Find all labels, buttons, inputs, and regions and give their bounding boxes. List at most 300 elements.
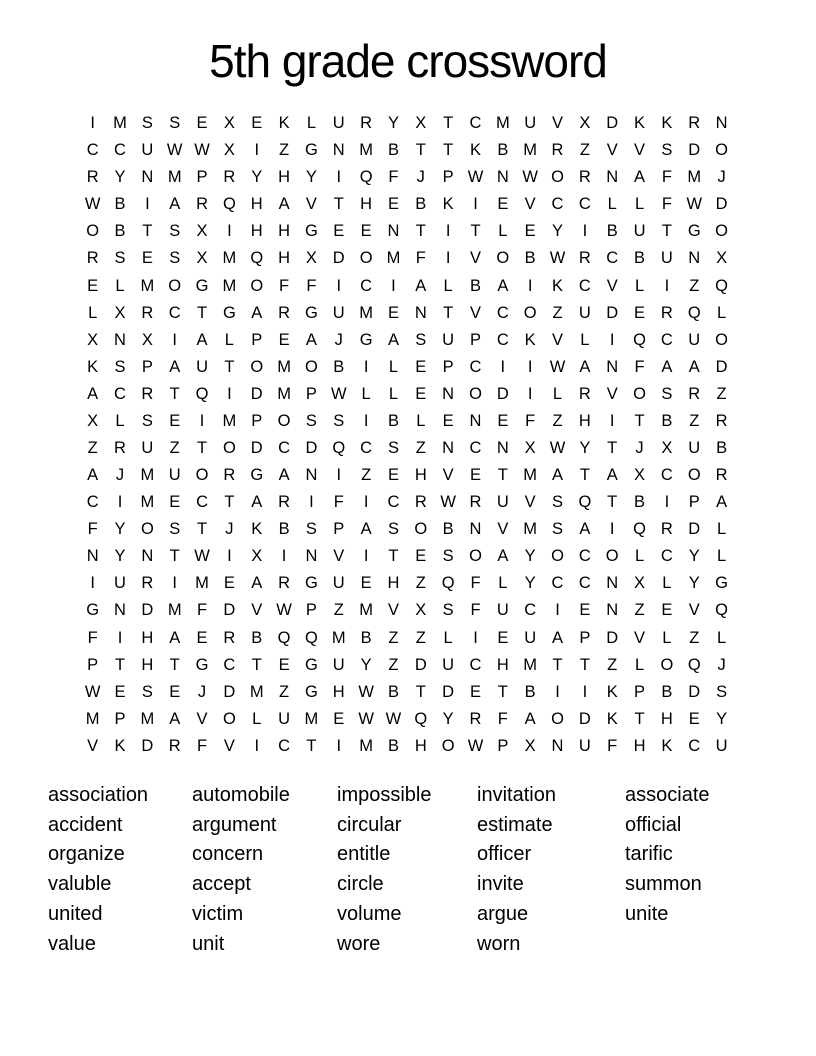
grid-letter: Y [251, 168, 263, 187]
grid-letter: Y [114, 168, 126, 187]
grid-letter: O [250, 276, 264, 295]
grid-letter: I [90, 114, 95, 133]
grid-letter: D [223, 601, 236, 620]
grid-letter: B [469, 276, 481, 295]
grid-letter: D [414, 655, 427, 674]
grid-letter: V [606, 276, 618, 295]
grid-letter: W [84, 195, 101, 214]
grid-letter: A [251, 303, 263, 322]
grid-letter: P [251, 330, 263, 349]
grid-letter: U [332, 114, 345, 133]
grid-letter: X [196, 222, 208, 241]
grid-letter: O [551, 168, 564, 187]
grid-letter: D [223, 682, 236, 701]
grid-letter: V [469, 249, 481, 268]
word-list-column [48, 781, 148, 959]
grid-letter: D [606, 303, 619, 322]
grid-letter: O [633, 384, 646, 403]
grid-letter: E [251, 114, 263, 133]
grid-letter: O [140, 520, 154, 539]
grid-letter: R [141, 574, 154, 593]
grid-letter: D [250, 438, 263, 457]
grid-letter: H [496, 655, 509, 674]
grid-letter: I [527, 357, 533, 376]
grid-letter: O [687, 466, 701, 485]
grid-letter: I [336, 276, 342, 295]
grid-letter: H [660, 709, 673, 728]
grid-letter: M [359, 601, 373, 620]
grid-letter: S [661, 384, 673, 403]
grid-letter: S [114, 357, 126, 376]
grid-letter: L [634, 547, 645, 566]
grid-letter: E [415, 384, 427, 403]
grid-letter: E [196, 114, 208, 133]
grid-letter: O [523, 303, 537, 322]
grid-letter: P [305, 601, 317, 620]
grid-letter: M [222, 249, 237, 268]
grid-letter: B [634, 493, 646, 512]
grid-letter: D [715, 195, 728, 214]
grid-letter: I [664, 493, 670, 512]
grid-letter: I [527, 384, 533, 403]
grid-letter: E [661, 601, 673, 620]
grid-letter: R [278, 574, 291, 593]
grid-letter: Q [633, 520, 646, 539]
grid-letter: L [252, 709, 262, 728]
grid-letter: H [414, 466, 427, 485]
grid-letter: Y [442, 709, 454, 728]
grid-letter: G [715, 574, 728, 593]
grid-letter: S [442, 547, 454, 566]
grid-letter: J [115, 466, 125, 485]
grid-letter: C [168, 303, 181, 322]
grid-letter: W [276, 601, 292, 620]
grid-letter: W [358, 709, 374, 728]
grid-letter: B [387, 141, 399, 160]
grid-letter: I [254, 141, 260, 160]
grid-letter: L [716, 628, 727, 647]
grid-letter: L [634, 195, 645, 214]
grid-letter: T [497, 466, 508, 485]
grid-letter: S [661, 141, 673, 160]
grid-letter: A [169, 195, 181, 214]
grid-letter: A [524, 709, 536, 728]
grid-letter: M [85, 709, 100, 728]
grid-letter: X [415, 601, 427, 620]
grid-letter: Q [687, 655, 701, 674]
grid-letter: F [661, 168, 672, 187]
grid-letter: C [114, 141, 126, 160]
word-list-item: estimate [477, 813, 553, 836]
grid-letter: N [606, 601, 619, 620]
grid-letter: I [172, 574, 177, 593]
grid-letter: B [114, 222, 126, 241]
grid-letter: U [633, 222, 646, 241]
grid-letter: N [114, 330, 126, 349]
grid-letter: L [224, 330, 234, 349]
grid-letter: I [281, 547, 287, 566]
grid-letter: T [251, 655, 262, 674]
grid-letter: S [169, 222, 181, 241]
word-list-item: value [48, 932, 96, 955]
grid-letter: S [141, 411, 153, 430]
grid-letter: D [496, 384, 509, 403]
grid-letter: M [386, 249, 401, 268]
grid-letter: E [415, 547, 427, 566]
grid-letter: A [497, 276, 509, 295]
grid-letter: G [222, 303, 236, 322]
grid-letter: T [443, 114, 454, 133]
grid-letter: M [687, 168, 702, 187]
grid-letter: E [87, 276, 99, 295]
grid-letter: C [660, 466, 673, 485]
grid-letter: F [470, 601, 481, 620]
grid-letter: F [607, 736, 618, 755]
grid-letter: U [524, 114, 537, 133]
grid-letter: I [90, 574, 95, 593]
grid-letter: S [552, 520, 564, 539]
grid-letter: R [578, 384, 591, 403]
grid-letter: J [225, 520, 234, 539]
grid-letter: O [496, 249, 510, 268]
grid-letter: Z [716, 384, 727, 403]
grid-letter: G [305, 682, 318, 701]
grid-letter: T [114, 655, 126, 674]
grid-letter: C [551, 574, 564, 593]
grid-letter: M [140, 466, 155, 485]
grid-letter: M [331, 628, 346, 647]
grid-letter: Z [333, 601, 344, 620]
grid-letter: L [498, 222, 508, 241]
grid-letter: S [114, 249, 126, 268]
grid-letter: Y [579, 438, 591, 457]
grid-letter: X [415, 114, 427, 133]
grid-letter: L [115, 276, 125, 295]
grid-letter: P [442, 357, 454, 376]
grid-letter: E [415, 357, 427, 376]
grid-letter: B [278, 520, 290, 539]
grid-letter: S [141, 114, 153, 133]
grid-letter: F [634, 357, 645, 376]
word-list-item: unite [625, 902, 669, 925]
grid-letter: O [469, 384, 482, 403]
grid-letter: E [223, 574, 235, 593]
word-list-item: concern [192, 843, 264, 866]
grid-letter: S [305, 520, 317, 539]
grid-letter: D [715, 357, 728, 376]
grid-letter: Q [332, 438, 346, 457]
grid-letter: X [87, 330, 99, 349]
grid-letter: C [469, 357, 482, 376]
grid-letter: Y [688, 574, 700, 593]
grid-letter: L [388, 384, 399, 403]
grid-letter: U [496, 601, 509, 620]
word-list-item: united [48, 902, 103, 925]
grid-letter: O [715, 222, 728, 241]
grid-letter: V [87, 736, 99, 755]
grid-letter: F [87, 628, 98, 647]
grid-letter: I [172, 330, 177, 349]
grid-letter: T [415, 682, 426, 701]
grid-letter: P [579, 628, 591, 647]
grid-letter: K [469, 141, 481, 160]
grid-letter: T [197, 438, 208, 457]
grid-letter: E [169, 493, 181, 512]
grid-letter: V [497, 520, 509, 539]
grid-letter: A [716, 493, 728, 512]
grid-letter: X [634, 574, 646, 593]
grid-letter: L [443, 628, 453, 647]
grid-letter: N [414, 303, 427, 322]
grid-letter: B [251, 628, 263, 647]
grid-letter: T [607, 493, 618, 512]
grid-letter: T [443, 141, 454, 160]
grid-letter: T [552, 655, 563, 674]
grid-letter: Y [552, 222, 564, 241]
grid-letter: U [168, 466, 181, 485]
grid-letter: C [387, 493, 400, 512]
grid-letter: C [360, 276, 373, 295]
grid-letter: G [305, 655, 318, 674]
grid-letter: I [336, 736, 342, 755]
grid-letter: F [87, 520, 98, 539]
grid-letter: D [606, 114, 619, 133]
grid-letter: V [688, 601, 700, 620]
grid-letter: M [277, 357, 291, 376]
grid-letter: P [688, 493, 700, 512]
grid-letter: D [442, 682, 455, 701]
grid-letter: P [305, 384, 317, 403]
grid-letter: L [634, 655, 645, 674]
grid-letter: L [662, 628, 672, 647]
grid-letter: G [305, 222, 318, 241]
grid-letter: B [634, 249, 646, 268]
grid-letter: A [606, 466, 618, 485]
grid-letter: U [660, 249, 673, 268]
grid-letter: I [227, 222, 232, 241]
grid-letter: M [167, 168, 182, 187]
grid-letter: I [527, 276, 533, 295]
grid-letter: R [223, 628, 236, 647]
word-list [0, 781, 816, 981]
grid-letter: K [524, 330, 536, 349]
grid-letter: J [334, 330, 343, 349]
grid-letter: K [442, 195, 454, 214]
grid-letter: M [222, 276, 237, 295]
grid-letter: A [661, 357, 673, 376]
grid-letter: J [717, 655, 726, 674]
grid-letter: F [333, 493, 344, 512]
grid-letter: J [717, 168, 726, 187]
grid-letter: M [495, 114, 510, 133]
grid-letter: D [141, 736, 154, 755]
grid-letter: B [442, 520, 454, 539]
grid-letter: V [469, 303, 481, 322]
grid-letter: M [113, 114, 127, 133]
grid-letter: B [114, 195, 126, 214]
word-list-item: circular [337, 813, 402, 836]
grid-letter: C [578, 195, 591, 214]
grid-letter: M [277, 384, 291, 403]
grid-letter: N [141, 547, 154, 566]
grid-letter: V [442, 466, 454, 485]
grid-letter: E [469, 682, 481, 701]
grid-letter: T [415, 141, 426, 160]
grid-letter: L [580, 330, 590, 349]
grid-letter: C [660, 330, 673, 349]
grid-letter: K [606, 682, 618, 701]
grid-letter: B [387, 682, 399, 701]
grid-letter: I [363, 357, 369, 376]
grid-letter: I [336, 168, 342, 187]
grid-letter: P [497, 736, 509, 755]
grid-letter: R [469, 709, 482, 728]
grid-letter: I [363, 493, 369, 512]
grid-letter: Z [279, 141, 290, 160]
grid-letter: S [387, 520, 399, 539]
grid-letter: Q [578, 493, 592, 512]
grid-letter: A [497, 547, 509, 566]
grid-letter: B [497, 141, 509, 160]
grid-letter: A [387, 330, 399, 349]
grid-letter: I [473, 628, 478, 647]
grid-letter: A [634, 168, 646, 187]
puzzle-title: 5th grade crossword [209, 35, 607, 87]
grid-letter: Z [689, 411, 700, 430]
grid-letter: U [442, 330, 455, 349]
grid-letter: P [251, 411, 263, 430]
grid-letter: H [387, 574, 400, 593]
word-list-item: unit [192, 932, 225, 955]
grid-letter: W [549, 438, 566, 457]
grid-letter: N [305, 547, 318, 566]
grid-letter: T [634, 709, 645, 728]
grid-letter: F [661, 195, 672, 214]
grid-letter: Z [689, 628, 700, 647]
grid-letter: Z [579, 141, 590, 160]
grid-letter: X [716, 249, 728, 268]
word-list-item: valuble [48, 873, 112, 896]
grid-letter: N [606, 574, 619, 593]
grid-letter: K [87, 357, 99, 376]
grid-letter: I [199, 411, 205, 430]
grid-letter: E [278, 655, 290, 674]
grid-letter: Y [114, 520, 126, 539]
word-list-item: impossible [337, 784, 432, 806]
grid-letter: X [196, 249, 208, 268]
grid-letter: I [363, 547, 369, 566]
grid-letter: R [414, 493, 427, 512]
grid-letter: U [578, 736, 591, 755]
grid-letter: X [524, 736, 536, 755]
grid-letter: S [305, 411, 317, 430]
grid-letter: H [360, 195, 373, 214]
grid-letter: C [469, 655, 482, 674]
grid-letter: G [359, 330, 373, 349]
grid-letter: U [332, 655, 345, 674]
grid-letter: U [524, 628, 537, 647]
grid-letter: M [195, 574, 209, 593]
grid-letter: F [525, 411, 536, 430]
grid-letter: L [634, 276, 645, 295]
grid-letter: E [169, 682, 181, 701]
grid-letter: H [578, 411, 591, 430]
grid-letter: W [194, 547, 210, 566]
grid-letter: O [277, 411, 291, 430]
grid-letter: K [661, 736, 673, 755]
grid-letter: E [634, 303, 646, 322]
grid-letter: Z [388, 655, 399, 674]
grid-letter: C [469, 438, 482, 457]
grid-letter: R [223, 466, 236, 485]
grid-letter: P [114, 709, 126, 728]
grid-letter: S [141, 682, 153, 701]
grid-letter: M [140, 709, 155, 728]
grid-letter: P [442, 168, 454, 187]
grid-letter: I [117, 628, 123, 647]
grid-letter: P [333, 520, 345, 539]
grid-letter: G [305, 574, 318, 593]
grid-letter: J [635, 438, 644, 457]
grid-letter: F [197, 601, 208, 620]
grid-letter: K [114, 736, 126, 755]
grid-letter: Z [87, 438, 98, 457]
grid-letter: O [551, 547, 564, 566]
grid-letter: I [445, 249, 451, 268]
grid-letter: T [169, 384, 180, 403]
grid-letter: V [251, 601, 263, 620]
grid-letter: M [140, 276, 155, 295]
grid-letter: I [582, 222, 588, 241]
grid-letter: A [278, 195, 290, 214]
grid-letter: C [278, 438, 291, 457]
grid-letter: L [306, 114, 317, 133]
grid-letter: P [196, 168, 208, 187]
grid-letter: I [363, 411, 369, 430]
grid-letter: J [197, 682, 207, 701]
grid-letter: X [223, 114, 235, 133]
grid-letter: S [415, 330, 427, 349]
grid-letter: T [169, 655, 180, 674]
word-list-item: tarific [625, 843, 673, 866]
grid-letter: W [385, 709, 402, 728]
grid-letter: T [661, 222, 672, 241]
grid-letter: M [359, 736, 373, 755]
grid-letter: X [87, 411, 99, 430]
grid-letter: T [142, 222, 153, 241]
grid-letter: N [469, 411, 482, 430]
word-list-item: invitation [477, 784, 556, 806]
grid-letter: Z [634, 601, 645, 620]
grid-letter: P [469, 330, 481, 349]
grid-letter: S [169, 520, 181, 539]
grid-letter: L [552, 384, 563, 403]
grid-letter: S [442, 601, 454, 620]
grid-letter: Z [169, 438, 180, 457]
grid-letter: D [606, 628, 619, 647]
grid-letter: M [359, 141, 373, 160]
grid-letter: R [660, 303, 673, 322]
grid-letter: A [415, 276, 427, 295]
grid-letter: C [223, 655, 236, 674]
grid-letter: O [222, 709, 236, 728]
grid-letter: Y [716, 709, 728, 728]
grid-letter: A [87, 384, 99, 403]
grid-letter: R [551, 141, 564, 160]
grid-letter: Q [715, 601, 728, 620]
grid-letter: R [196, 195, 208, 214]
grid-letter: M [140, 493, 155, 512]
